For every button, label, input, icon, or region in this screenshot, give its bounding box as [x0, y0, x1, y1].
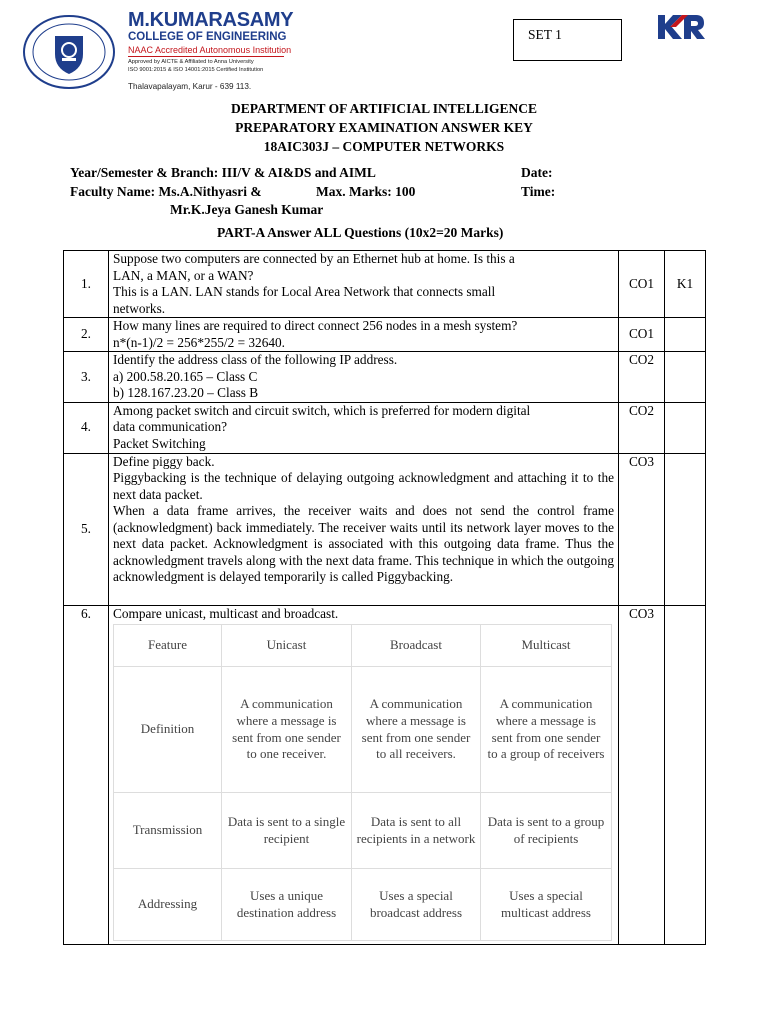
answer-line: n*(n-1)/2 = 256*255/2 = 32640.: [113, 334, 285, 350]
question-line: How many lines are required to direct connect 256 nodes in a mesh system?: [113, 318, 518, 333]
knowledge-level: [665, 453, 706, 605]
question-text: [109, 318, 619, 352]
table-row: [64, 605, 706, 944]
question-number: 4.: [64, 402, 109, 453]
question-number: 2.: [64, 318, 109, 352]
faculty-name: Faculty Name: Ms.A.Nithyasri &: [70, 184, 262, 199]
knowledge-level: [665, 605, 706, 944]
answer-line: networks.: [113, 300, 166, 316]
knowledge-level: [665, 318, 706, 352]
comparison-cell: A communication where a message is sent from one sender to a group of receivers: [481, 667, 612, 793]
question-line: Among packet switch and circuit switch, which is preferred for modern digital: [113, 402, 531, 418]
table-row: [64, 352, 706, 403]
comparison-header: Feature: [114, 625, 222, 667]
question-line: Compare unicast, multicast and broadcast.: [113, 605, 339, 621]
question-number: 6.: [64, 605, 109, 944]
approval-line: ISO 9001:2015 & ISO 14001:2015 Certified Institution: [128, 67, 264, 73]
knowledge-level: [665, 402, 706, 453]
approval-line: Approved by AICTE & Affiliated to Anna University: [128, 59, 254, 65]
course-outcome: CO3: [619, 453, 665, 605]
question-number: 3.: [64, 352, 109, 403]
comparison-row: [114, 869, 612, 941]
comparison-feature: Transmission: [114, 793, 222, 869]
comparison-header: Unicast: [222, 625, 352, 667]
faculty-name-2: Mr.K.Jeya Ganesh Kumar: [170, 202, 324, 217]
comparison-cell: Uses a unique destination address: [222, 869, 352, 941]
comparison-cell: Data is sent to a group of recipients: [481, 793, 612, 869]
header-divider: [128, 56, 284, 57]
knowledge-level: K1: [665, 251, 706, 318]
answer-line: a) 200.58.20.165 – Class C: [113, 368, 258, 384]
time-label: Time:: [521, 184, 556, 199]
college-name: M.KUMARASAMY: [128, 9, 294, 31]
question-text: [109, 402, 619, 453]
question-number: 1.: [64, 251, 109, 318]
department-title: DEPARTMENT OF ARTIFICIAL INTELLIGENCE: [231, 101, 537, 116]
course-outcome: CO1: [619, 318, 665, 352]
comparison-feature: Addressing: [114, 869, 222, 941]
question-line: LAN, a MAN, or a WAN?: [113, 267, 254, 283]
question-number: 5.: [64, 453, 109, 605]
question-text: [109, 251, 619, 318]
course-outcome: CO2: [619, 402, 665, 453]
course-outcome: CO1: [619, 251, 665, 318]
comparison-table: [113, 624, 612, 941]
comparison-cell: A communication where a message is sent from one sender to all receivers.: [352, 667, 481, 793]
answer-line: b) 128.167.23.20 – Class B: [113, 385, 259, 400]
question-line: Suppose two computers are connected by an Ethernet hub at home. Is this a: [113, 251, 515, 266]
knowledge-level: [665, 352, 706, 403]
comparison-header: Broadcast: [352, 625, 481, 667]
table-row: [64, 402, 706, 453]
table-row: [64, 318, 706, 352]
question-text: [109, 605, 619, 944]
approval-text: [128, 58, 263, 74]
max-marks: Max. Marks: 100: [316, 184, 416, 199]
course-outcome: CO2: [619, 352, 665, 403]
part-a-heading: PART-A Answer ALL Questions (10x2=20 Marks): [217, 225, 504, 240]
question-line: data communication?: [113, 419, 228, 434]
comparison-row: [114, 667, 612, 793]
date-label: Date:: [521, 165, 553, 180]
college-seal-logo: [22, 14, 116, 90]
answer-line: Packet Switching: [113, 435, 206, 451]
comparison-cell: Uses a special multicast address: [481, 869, 612, 941]
comparison-cell: A communication where a message is sent from one sender to one receiver.: [222, 667, 352, 793]
answer-paragraph: Piggybacking is the technique of delaying outgoing acknowledgment and attaching it to the next data packet.: [113, 470, 614, 502]
course-title: 18AIC303J – COMPUTER NETWORKS: [263, 139, 505, 154]
exam-title: PREPARATORY EXAMINATION ANSWER KEY: [235, 120, 533, 135]
comparison-feature: Definition: [114, 667, 222, 793]
question-text: [109, 352, 619, 403]
year-branch: Year/Semester & Branch: III/V & AI&DS and AIML: [70, 165, 376, 180]
answer-table: [63, 250, 706, 945]
naac-accreditation: NAAC Accredited Autonomous Institution: [128, 45, 292, 55]
comparison-cell: Data is sent to a single recipient: [222, 793, 352, 869]
answer-line: This is a LAN. LAN stands for Local Area Network that connects small: [113, 284, 496, 299]
comparison-cell: Data is sent to all recipients in a network: [352, 793, 481, 869]
set-label: SET 1: [528, 27, 562, 42]
question-line: Define piggy back.: [113, 453, 215, 469]
comparison-header: Multicast: [481, 625, 612, 667]
course-outcome: CO3: [619, 605, 665, 944]
question-text: [109, 453, 619, 605]
table-row: [64, 251, 706, 318]
comparison-header-row: [114, 625, 612, 667]
table-row: [64, 453, 706, 605]
college-address: Thalavapalayam, Karur - 639 113.: [128, 82, 252, 91]
question-line: Identify the address class of the following IP address.: [113, 352, 398, 367]
answer-paragraph: When a data frame arrives, the receiver waits and does not send the control frame (acknowledgment) back immediately. The receiver waits until its network layer moves to the next data packet. Acknowledgment is associated with this outgoing data frame. Thus the acknowledgment travels along with the next data frame. This technique in which the outgoing acknowledgment is delayed temporarily is called Piggybacking.: [113, 503, 614, 584]
college-subtitle: COLLEGE OF ENGINEERING: [128, 31, 287, 43]
comparison-cell: Uses a special broadcast address: [352, 869, 481, 941]
comparison-row: [114, 793, 612, 869]
kr-logo-icon: [656, 13, 706, 41]
